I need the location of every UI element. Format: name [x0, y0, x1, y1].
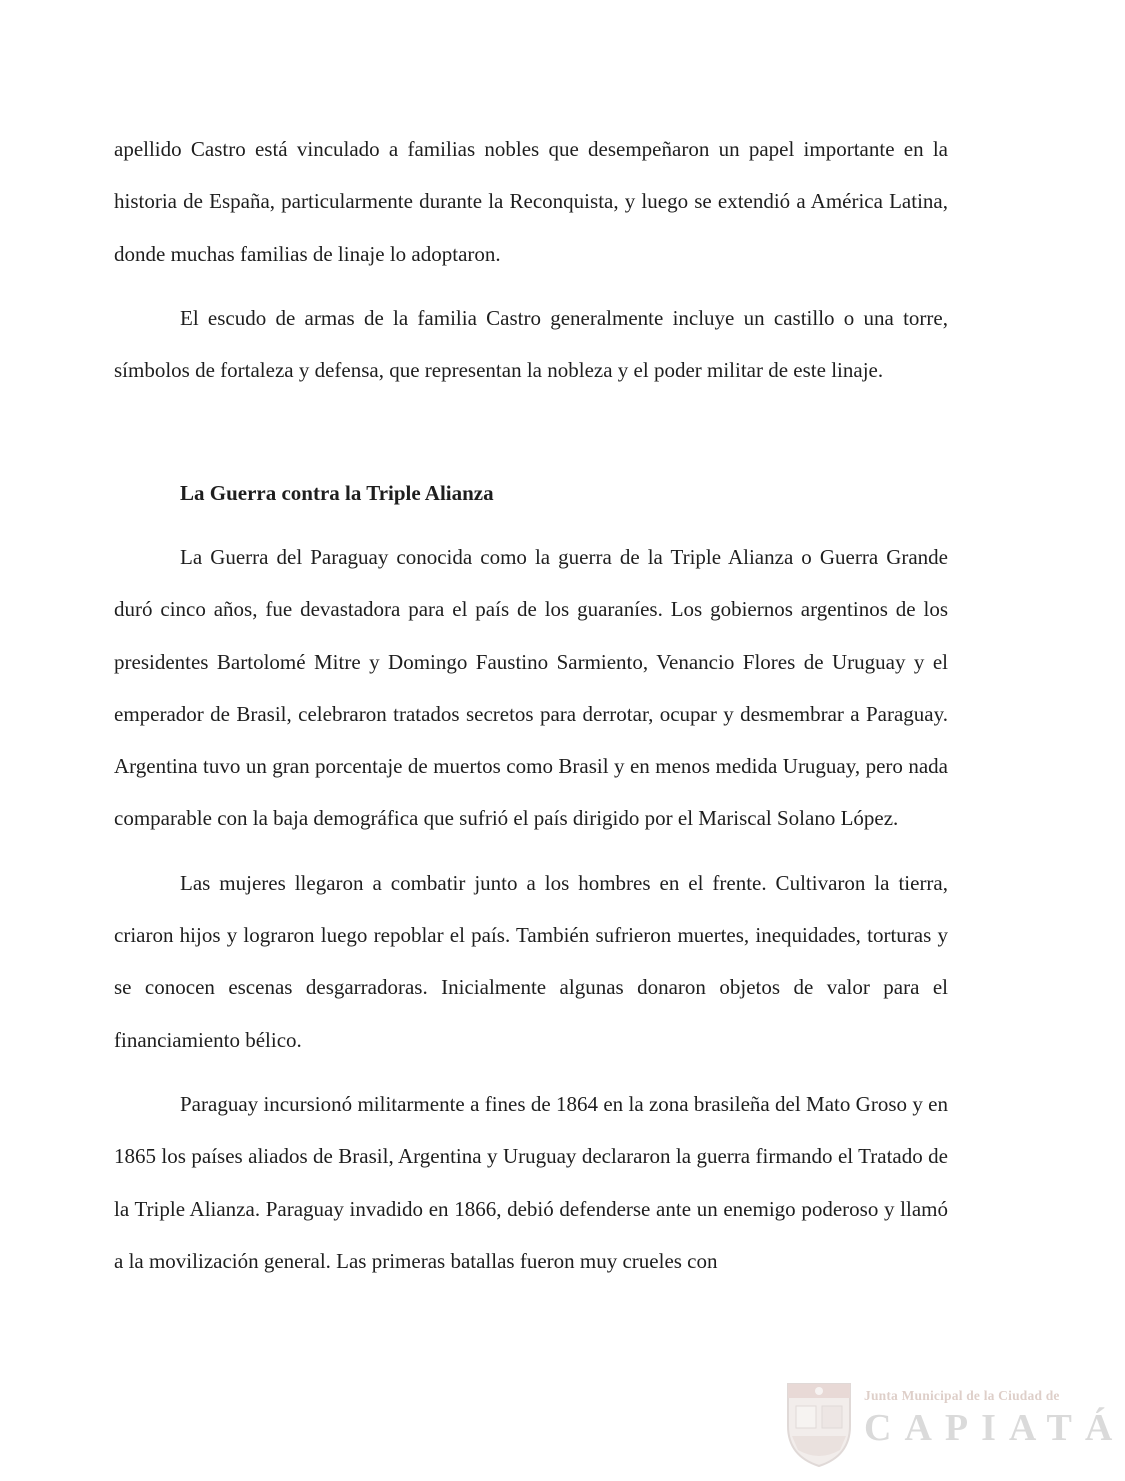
top-text-block [114, 123, 948, 396]
watermark-institution: Junta Municipal de la Ciudad de [864, 1388, 1060, 1403]
paragraph-continuation: apellido Castro está vinculado a familias nobles que desempeñaron un papel importante en la historia de España, particularmente durante la Reconquista, y luego se extendió a América Latina, donde muchas familias de linaje lo adoptaron. [114, 137, 948, 266]
paragraph-women: Las mujeres llegaron a combatir junto a los hombres en el frente. Cultivaron la tierra, criaron hijos y lograron luego repoblar el país. También sufrieron muertes, inequidades, torturas y se conocen escenas desgarradoras. Inicialmente algunas donaron objetos de valor para el financiamiento bélico. [114, 870, 948, 1052]
paragraph-invasion: Paraguay incursionó militarmente a fines de 1864 en la zona brasileña del Mato Groso y en 1865 los países aliados de Brasil, Argentina y Uruguay declararon la guerra firmando el Tratado de la Triple Alianza. Paraguay invadido en 1866, debió defenderse ante un enemigo poderoso y llamó a la movilización general. Las primeras batallas fueron muy crueles con [114, 1091, 948, 1273]
watermark-city: CAPIATÁ [864, 1407, 1125, 1449]
watermark-logo [778, 1372, 1125, 1472]
section-heading: La Guerra contra la Triple Alianza [180, 481, 494, 505]
paragraph-war-overview: La Guerra del Paraguay conocida como la guerra de la Triple Alianza o Guerra Grande duró cinco años, fue devastadora para el país de los guaraníes. Los gobiernos argentinos de los presidentes Bartolomé Mitre y Domingo Faustino Sarmiento, Venancio Flores de Uruguay y el emperador de Brasil, celebraron tratados secretos para derrotar, ocupar y desmembrar a Paraguay. Argentina tuvo un gran porcentaje de muertos como Brasil y en menos medida Uruguay, pero nada comparable con la baja demográfica que sufrió el país dirigido por el Mariscal Solano López. [114, 545, 948, 831]
municipal-crest-icon [782, 1376, 856, 1468]
section-body [114, 531, 948, 1287]
paragraph-coat-of-arms: El escudo de armas de la familia Castro generalmente incluye un castillo o una torre, símbolos de fortaleza y defensa, que representan la nobleza y el poder militar de este linaje. [114, 305, 948, 383]
